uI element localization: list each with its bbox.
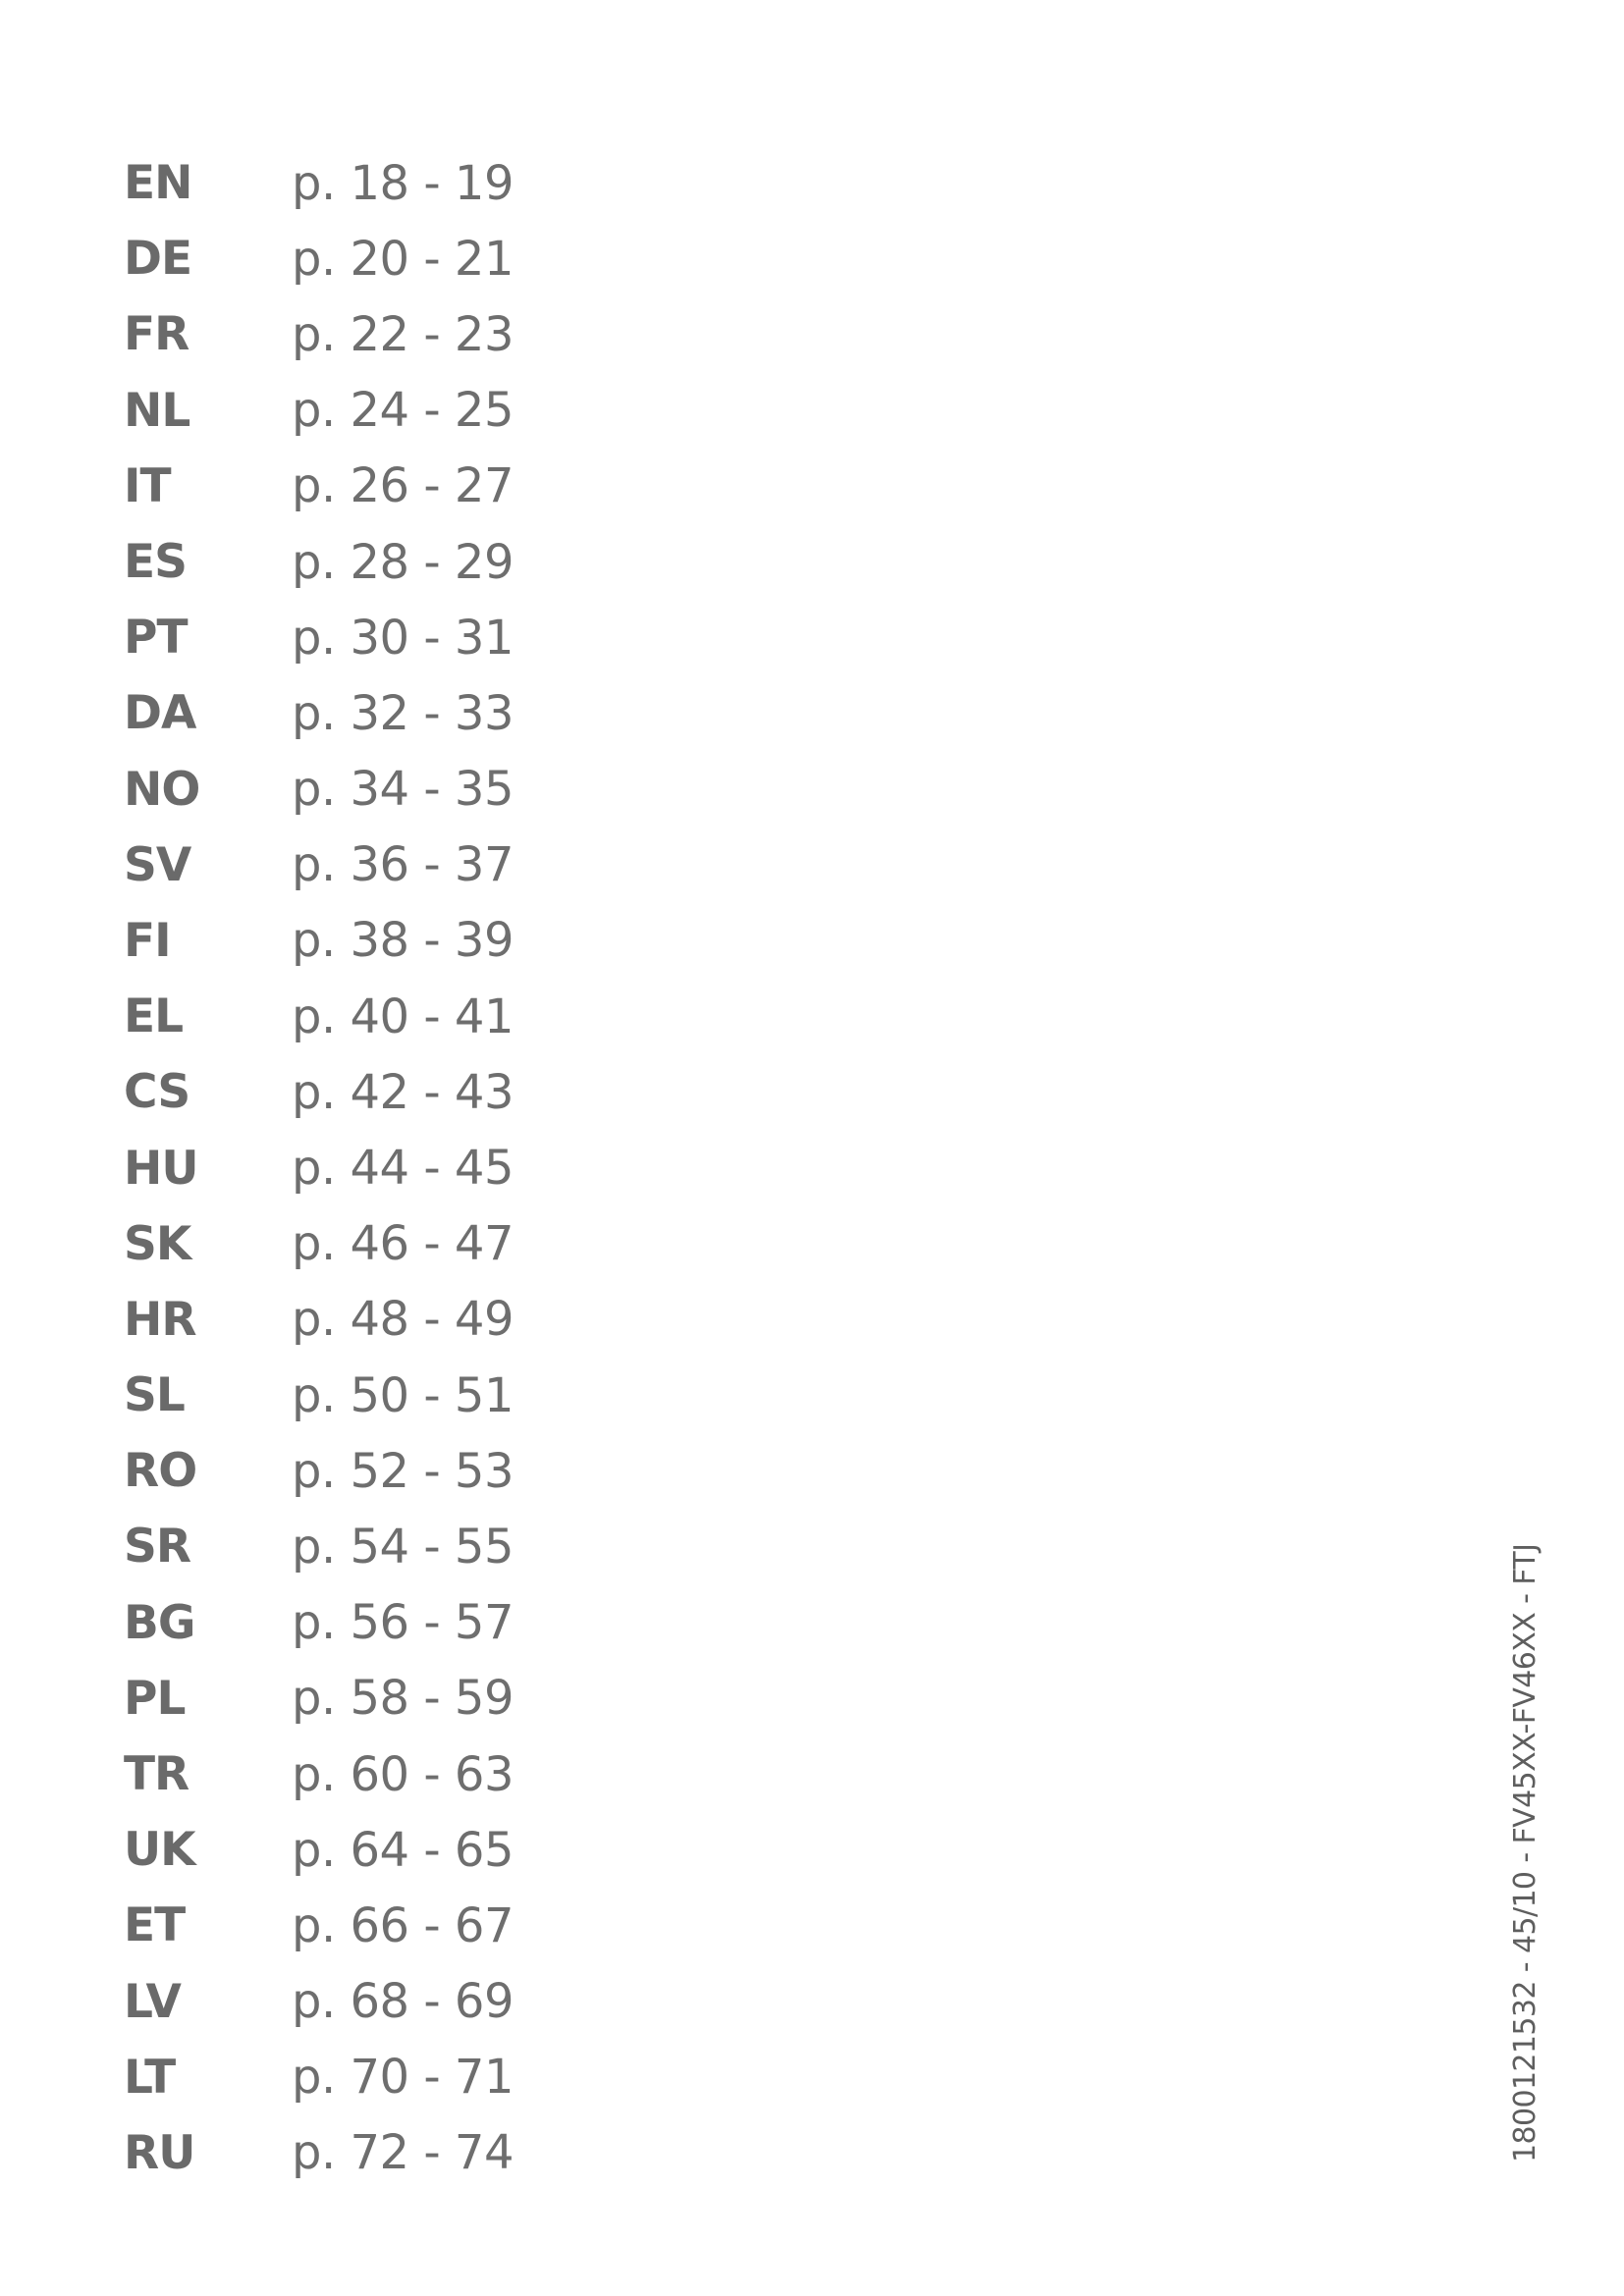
page-range: p. 56 - 57 [292, 1595, 514, 1651]
language-code: IT [124, 458, 171, 513]
language-row [124, 1206, 514, 1282]
language-row [124, 600, 514, 675]
page-range: p. 38 - 39 [292, 913, 514, 969]
page-range: p. 30 - 31 [292, 610, 514, 666]
language-code: ET [124, 1898, 186, 1953]
language-row [124, 828, 514, 903]
language-code: PT [124, 611, 188, 666]
language-code: UK [124, 1823, 195, 1878]
page-range: p. 44 - 45 [292, 1141, 514, 1197]
page-range: p. 60 - 63 [292, 1746, 514, 1802]
language-row [124, 2115, 514, 2191]
page-range: p. 34 - 35 [292, 762, 514, 818]
language-code: ES [124, 535, 187, 590]
page-range: p. 36 - 37 [292, 837, 514, 893]
language-code: PL [124, 1671, 186, 1726]
language-code: DA [124, 686, 196, 741]
language-row [124, 449, 514, 524]
language-code: SL [124, 1368, 185, 1423]
language-code: SV [124, 837, 191, 892]
language-code: FI [124, 913, 171, 968]
language-code: BG [124, 1595, 195, 1650]
language-row [124, 524, 514, 600]
language-code: FR [124, 307, 189, 362]
language-row [124, 1585, 514, 1661]
page-range: p. 42 - 43 [292, 1064, 514, 1120]
language-code: RU [124, 2125, 195, 2180]
page-range: p. 54 - 55 [292, 1519, 514, 1575]
page-range: p. 64 - 65 [292, 1822, 514, 1878]
page-range: p. 18 - 19 [292, 155, 514, 211]
document-reference: 1800121532 - 45/10 - FV45XX-FV46XX - FTJ [1508, 1543, 1543, 2163]
page-range: p. 48 - 49 [292, 1292, 514, 1348]
page-range: p. 68 - 69 [292, 1974, 514, 2030]
language-code: EN [124, 156, 192, 211]
language-code: LT [124, 2050, 176, 2105]
page-range: p. 50 - 51 [292, 1367, 514, 1423]
language-code: TR [124, 1747, 189, 1802]
page-range: p. 22 - 23 [292, 306, 514, 362]
language-row [124, 1054, 514, 1130]
page-range: p. 70 - 71 [292, 2050, 514, 2106]
language-code: LV [124, 1974, 181, 2029]
language-row [124, 373, 514, 449]
language-row [124, 1509, 514, 1584]
language-row [124, 1358, 514, 1433]
language-row [124, 296, 514, 372]
language-row [124, 2040, 514, 2115]
language-code: DE [124, 232, 192, 287]
language-row [124, 1736, 514, 1812]
language-row [124, 752, 514, 828]
language-code: RO [124, 1444, 197, 1499]
language-row [124, 1661, 514, 1736]
language-row [124, 1888, 514, 1963]
language-code: HR [124, 1292, 196, 1347]
page-range: p. 26 - 27 [292, 458, 514, 514]
language-row [124, 675, 514, 751]
language-row [124, 903, 514, 979]
page-range: p. 52 - 53 [292, 1443, 514, 1499]
page-range: p. 66 - 67 [292, 1897, 514, 1953]
language-row [124, 221, 514, 296]
language-code: NL [124, 383, 190, 438]
language-row [124, 1130, 514, 1205]
page-range: p. 20 - 21 [292, 231, 514, 287]
page-range: p. 40 - 41 [292, 988, 514, 1044]
language-code: HU [124, 1141, 198, 1196]
page-range: p. 46 - 47 [292, 1216, 514, 1272]
language-row [124, 1433, 514, 1509]
language-row [124, 1812, 514, 1888]
page-range: p. 58 - 59 [292, 1671, 514, 1727]
language-row [124, 1282, 514, 1358]
page-range: p. 24 - 25 [292, 383, 514, 439]
language-code: NO [124, 762, 200, 817]
language-code: EL [124, 989, 184, 1044]
language-code: CS [124, 1065, 190, 1120]
page-range: p. 72 - 74 [292, 2125, 514, 2181]
language-code: SK [124, 1216, 191, 1271]
language-index [124, 145, 514, 2191]
language-row [124, 1964, 514, 2040]
language-code: SR [124, 1520, 191, 1575]
language-row [124, 979, 514, 1054]
page-range: p. 28 - 29 [292, 534, 514, 590]
language-row [124, 145, 514, 221]
page-range: p. 32 - 33 [292, 685, 514, 741]
